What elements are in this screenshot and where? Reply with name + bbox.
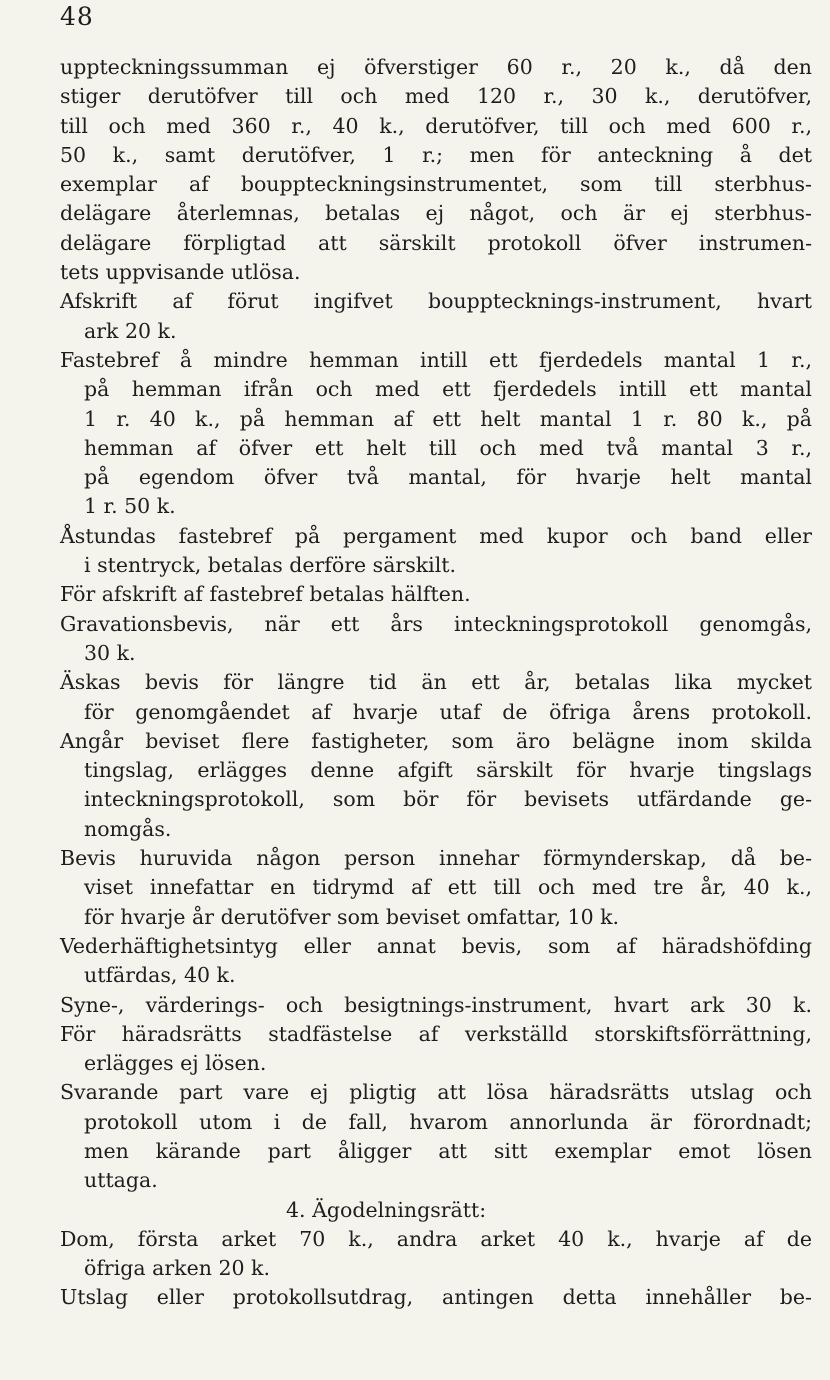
text-line: För afskrift af fastebref betalas hälften. [60, 582, 471, 607]
section-heading: 4. Ägodelningsrätt: [286, 1197, 487, 1222]
text-line: protokoll utom i de fall, hvarom annorlunda är förordnadt; [84, 1109, 812, 1134]
text-line: inteckningsprotokoll, som bör för bevisets utfärdande ge- [84, 787, 812, 812]
text-line: Dom, första arket 70 k., andra arket 40 k., hvarje af de [60, 1226, 812, 1251]
text-line: Angår beviset flere fastigheter, som äro belägne inom skilda [60, 728, 812, 753]
text-line: tets uppvisande utlösa. [60, 260, 301, 285]
text-line: Äskas bevis för längre tid än ett år, betalas lika mycket [60, 670, 812, 695]
text-line: utfärdas, 40 k. [84, 963, 236, 988]
text-line: Åstundas fastebref på pergament med kupor och band eller [60, 523, 812, 548]
text-line: på hemman ifrån och med ett fjerdedels intill ett mantal [84, 377, 812, 402]
text-line: 30 k. [84, 640, 136, 665]
text-line: ark 20 k. [84, 318, 177, 343]
text-line: för genomgåendet af hvarje utaf de öfriga årens protokoll. [84, 699, 812, 724]
text-line: uppteckningssumman ej öfverstiger 60 r., 20 k., då den [60, 55, 812, 79]
text-line: hemman af öfver ett helt till och med två mantal 3 r., [84, 435, 812, 460]
page-number: 48 [60, 2, 94, 31]
text-line: men kärande part åligger att sitt exemplar emot lösen [84, 1138, 812, 1163]
text-line: Afskrift af förut ingifvet boupptecknings-instrument, hvart [60, 289, 812, 314]
text-line: Syne-, värderings- och besigtnings-instrument, hvart ark 30 k. [60, 992, 812, 1017]
text-line: 50 k., samt derutöfver, 1 r.; men för anteckning å det [60, 142, 812, 167]
text-line: För häradsrätts stadfästelse af verkställd storskiftsförrättning, [60, 1021, 812, 1046]
text-line: erlägges ej lösen. [84, 1051, 267, 1076]
text-line: i stentryck, betalas derföre särskilt. [84, 553, 457, 578]
text-line: 1 r. 40 k., på hemman af ett helt mantal 1 r. 80 k., på [84, 406, 812, 431]
text-line: Utslag eller protokollsutdrag, antingen detta innehåller be- [60, 1285, 812, 1310]
text-line: exemplar af bouppteckningsinstrumentet, som till sterbhus- [60, 172, 812, 197]
text-line: öfriga arken 20 k. [84, 1256, 270, 1281]
text-line: 1 r. 50 k. [84, 494, 176, 519]
text-line: stiger derutöfver till och med 120 r., 30 k., derutöfver, [60, 84, 812, 109]
text-line: på egendom öfver två mantal, för hvarje helt mantal [84, 465, 812, 490]
text-line: till och med 360 r., 40 k., derutöfver, till och med 600 r., [60, 113, 812, 138]
text-line: Vederhäftighetsintyg eller annat bevis, som af häradshöfding [60, 933, 812, 958]
text-line: Bevis huruvida någon person innehar förmynderskap, då be- [60, 846, 812, 871]
text-line: delägare återlemnas, betalas ej något, och är ej sterbhus- [60, 201, 812, 226]
text-line: Svarande part vare ej pligtig att lösa häradsrätts utslag och [60, 1080, 812, 1105]
text-line: för hvarje år derutöfver som beviset omfattar, 10 k. [84, 904, 620, 929]
text-line: Gravationsbevis, när ett års inteckningsprotokoll genomgås, [60, 611, 812, 636]
text-line: tingslag, erlägges denne afgift särskilt för hvarje tingslags [84, 758, 812, 783]
text-line: viset innefattar en tidrymd af ett till och med tre år, 40 k., [84, 875, 812, 900]
text-line: Fastebref å mindre hemman intill ett fjerdedels mantal 1 r., [60, 347, 812, 372]
text-line: nomgås. [84, 816, 172, 841]
text-line: uttaga. [84, 1168, 158, 1193]
text-line: delägare förpligtad att särskilt protokoll öfver instrumen- [60, 230, 812, 255]
body-text [60, 53, 812, 1313]
